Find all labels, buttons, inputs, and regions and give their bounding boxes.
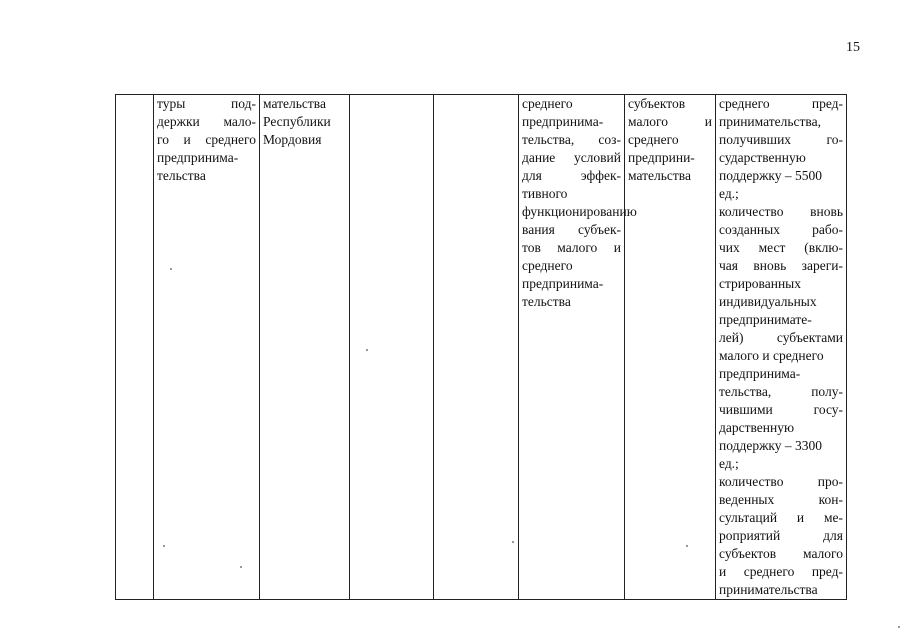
cell-text-line: малого и	[628, 114, 712, 129]
cell-text-line: предпринима-	[522, 276, 604, 291]
cell-text-line: Мордовия	[263, 132, 322, 147]
cell-text-line: малого и среднего	[719, 348, 824, 363]
cell-indicators	[716, 95, 847, 600]
cell-text-line: функционированию	[522, 204, 637, 219]
cell-text-line: среднего	[522, 258, 573, 273]
cell-text-line: веденных кон-	[719, 492, 843, 507]
cell-text-line: предпринимате-	[719, 312, 812, 327]
document-table	[115, 94, 847, 600]
cell-text-line: тельства	[157, 168, 206, 183]
cell-text-line: ед.;	[719, 456, 739, 471]
cell-text-line: стрированных	[719, 276, 801, 291]
cell-text-line: сударственную	[719, 150, 806, 165]
cell-text-line: поддержку – 3300	[719, 438, 823, 453]
cell-text-line: Республики	[263, 114, 331, 129]
cell-text-line: го и среднего	[157, 132, 256, 147]
cell-text-line: тельства, соз-	[522, 132, 621, 147]
cell-text-line: мательства	[628, 168, 691, 183]
cell-text-line: принимательства,	[719, 114, 821, 129]
cell-text-line: получивших го-	[719, 132, 843, 147]
cell-text-line: чившими госу-	[719, 402, 843, 417]
cell-text-line: сультаций и ме-	[719, 510, 843, 525]
scan-speck	[366, 349, 368, 351]
scan-speck	[686, 545, 688, 547]
cell-text-line: ед.;	[719, 186, 739, 201]
table-row	[116, 95, 847, 600]
cell-text-line: туры под-	[157, 96, 256, 111]
cell-text-line: роприятий для	[719, 528, 843, 543]
cell-text-line: предприни-	[628, 150, 695, 165]
cell-text-line: тов малого и	[522, 240, 621, 255]
cell-text-line: чая вновь зареги-	[719, 258, 843, 273]
cell-target-group	[625, 95, 716, 600]
cell-text-line: среднего пред-	[719, 96, 843, 111]
cell-text-line: предпринима-	[719, 366, 801, 381]
scan-speck	[898, 626, 900, 628]
scan-speck	[240, 566, 242, 568]
scan-speck	[512, 541, 514, 543]
page-number: 15	[846, 40, 860, 55]
cell-text-line: дарственную	[719, 420, 795, 435]
cell-text-line: лей) субъектами	[719, 330, 843, 345]
cell-text-line: субъектов малого	[719, 546, 843, 561]
cell-text-line: для эффек-	[522, 168, 621, 183]
cell-text-line: тельства, полу-	[719, 384, 843, 399]
cell-text-line: тельства	[522, 294, 571, 309]
cell-text-line: предпринима-	[157, 150, 239, 165]
cell-text-line: чих мест (вклю-	[719, 240, 843, 255]
cell-text-line: вания субъек-	[522, 222, 621, 237]
cell-text-line: дание условий	[522, 150, 621, 165]
cell-goal	[519, 95, 637, 600]
cell-text-line: держки мало-	[157, 114, 256, 129]
cell-text-line: количество про-	[719, 474, 843, 489]
cell-end	[434, 95, 519, 600]
cell-executor	[260, 95, 350, 600]
cell-text-line: и среднего пред-	[719, 564, 843, 579]
cell-text-line: тивного	[522, 186, 568, 201]
cell-text-line: принимательства	[719, 582, 818, 597]
cell-text-line: предпринима-	[522, 114, 604, 129]
scan-speck	[170, 268, 172, 270]
cell-text-line: индивидуальных	[719, 294, 817, 309]
cell-text-line: созданных рабо-	[719, 222, 843, 237]
cell-text-line: количество вновь	[719, 204, 843, 219]
cell-text-line: среднего	[628, 132, 679, 147]
cell-text-line: среднего	[522, 96, 573, 111]
cell-number	[116, 95, 154, 600]
scan-speck	[163, 545, 165, 547]
cell-text-line: субъектов	[628, 96, 686, 111]
cell-activity	[154, 95, 260, 600]
cell-text-line: мательства	[263, 96, 326, 111]
cell-text-line: поддержку – 5500	[719, 168, 823, 183]
cell-start	[350, 95, 434, 600]
